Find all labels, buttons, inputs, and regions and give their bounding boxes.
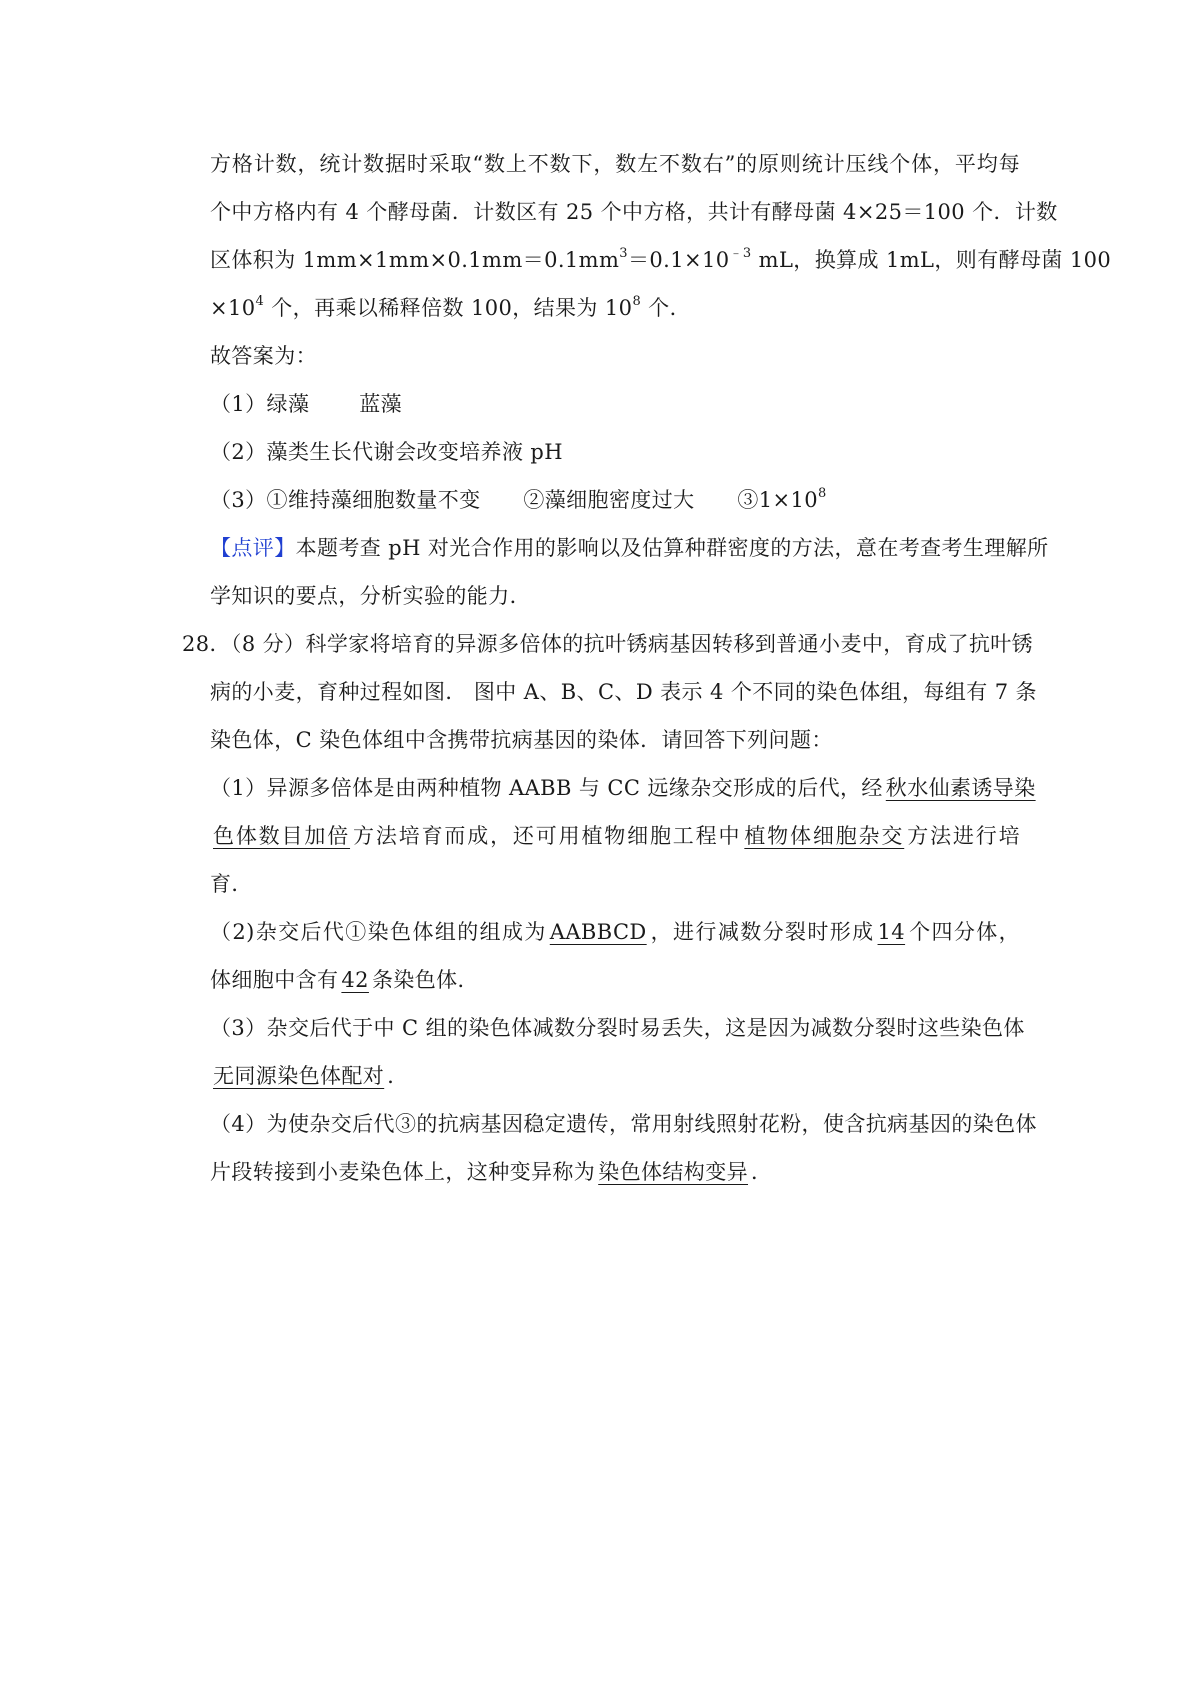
answer-1: （1）绿藻 蓝藻 bbox=[210, 392, 403, 416]
answer-3: （3）①维持藻细胞数量不变 ②藻细胞密度过大 $③1\times 10^8$ bbox=[210, 486, 827, 512]
part-2-line-1: （2)杂交后代①染色体组的组成为 AABBCD ，进行减数分裂时形成 14 个四分体， bbox=[210, 920, 1021, 944]
answer-blank-4: 14 bbox=[877, 920, 906, 944]
part-3-line-1: （3）杂交后代于中 C 组的染色体减数分裂时易丢失，这是因为减数分裂时这些染色体 bbox=[210, 1016, 1025, 1040]
answer-blank-2: 植物体细胞杂交 bbox=[744, 824, 905, 848]
answer-blank-1b: 色体数目加倍 bbox=[213, 824, 351, 848]
answer-2: （2）藻类生长代谢会改变培养液 pH bbox=[210, 440, 563, 464]
analysis-line-4: $\times 10^4$ 个，再乘以稀释倍数 100，结果为 $10^8$ 个． bbox=[210, 294, 691, 320]
comment-line-1: 【点评】本题考查 pH 对光合作用的影响以及估算种群密度的方法，意在考查考生理解所 bbox=[210, 536, 1049, 560]
answer-blank-7: 染色体结构变异 bbox=[598, 1160, 749, 1184]
comment-line-2: 学知识的要点，分析实验的能力． bbox=[210, 584, 531, 608]
part-4-line-1: （4）为使杂交后代③的抗病基因稳定遗传，常用射线照射花粉，使含抗病基因的染色体 bbox=[210, 1112, 1037, 1136]
part-1-line-1: （1）异源多倍体是由两种植物 AABB 与 CC 远缘杂交形成的后代，经 秋水仙素诱导染 bbox=[210, 773, 1020, 803]
part-1-line-3: 育． bbox=[210, 872, 253, 896]
analysis-line-2: 个中方格内有 4 个酵母菌．计数区有 25 个中方格，共计有酵母菌 4×25＝100 个．计数 bbox=[210, 200, 1058, 224]
answer-blank-1a: 秋水仙素诱导染 bbox=[885, 776, 1036, 800]
part-2-line-2: 体细胞中含有 42 条染色体． bbox=[210, 968, 479, 992]
comment-tag: 【点评】 bbox=[210, 536, 296, 560]
part-3-line-2: 无同源染色体配对 ． bbox=[210, 1061, 1020, 1091]
answer-blank-3: AABBCD bbox=[549, 920, 647, 944]
question-28-line-3: 染色体，C 染色体组中含携带抗病基因的染体．请回答下列问题： bbox=[210, 728, 833, 752]
part-4-line-2: 片段转接到小麦染色体上，这种变异称为 染色体结构变异 ． bbox=[210, 1160, 773, 1184]
analysis-line-1: 方格计数，统计数据时采取“数上不数下，数左不数右”的原则统计压线个体，平均每 bbox=[210, 152, 1020, 176]
answer-heading: 故答案为： bbox=[210, 344, 317, 368]
answer-blank-6: 无同源染色体配对 bbox=[213, 1064, 385, 1088]
analysis-line-3: 区体积为 $1mm\times 1mm\times 0.1mm=0.1mm^3=0.1\times 10^{﹣3}$ mL，换算成 1mL，则有酵母菌 100 bbox=[210, 246, 1112, 272]
answer-blank-5: 42 bbox=[341, 968, 369, 992]
question-28-line-1: 28．（8 分）科学家将培育的异源多倍体的抗叶锈病基因转移到普通小麦中，育成了抗叶锈 bbox=[182, 632, 1034, 656]
part-1-line-2: 色体数目加倍 方法培育而成，还可用植物细胞工程中 植物体细胞杂交 方法进行培 bbox=[210, 821, 1020, 851]
question-28-line-2: 病的小麦，育种过程如图． 图中 A、B、C、D 表示 4 个不同的染色体组，每组有 7 条 bbox=[210, 680, 1037, 704]
